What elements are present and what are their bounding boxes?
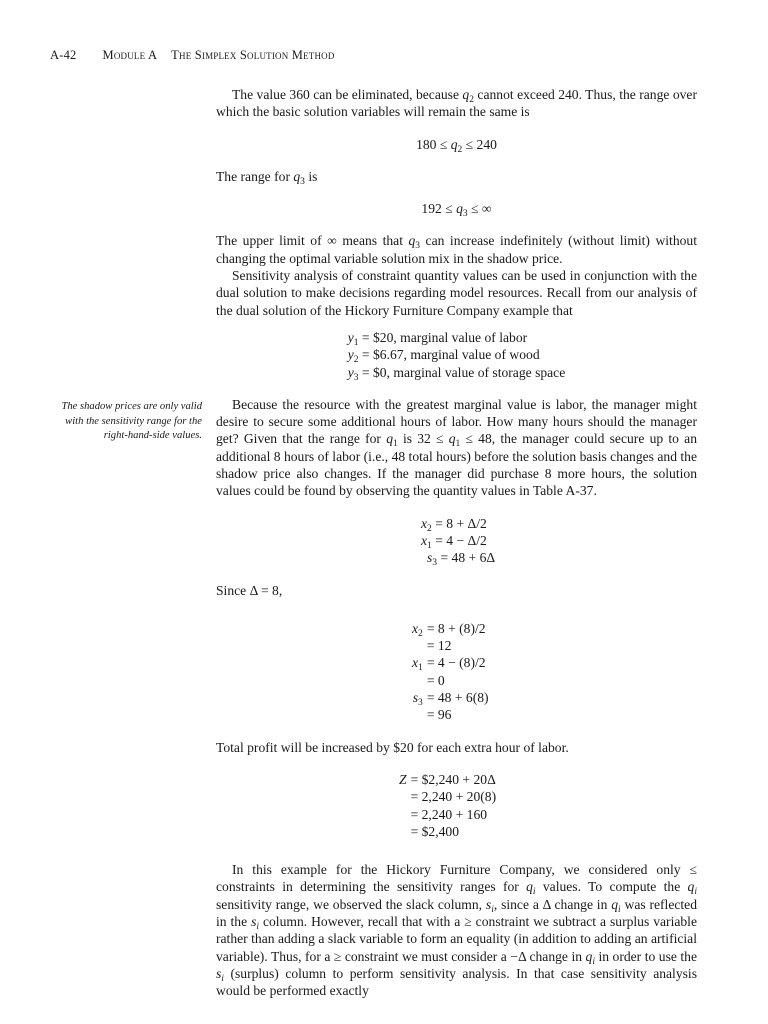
equation-range-q3: $192 \le q_3$ ≤ ∞	[421, 201, 492, 220]
paragraph-total-profit: Total profit will be increased by $20 for each extra hour of labor.	[216, 739, 569, 755]
equation-range-q2: $180 \le q_2 \le 240$	[416, 136, 497, 155]
paragraph-range-q2: The value 360 can be eliminated, because $q_2$ cannot exceed 240. Thus, the range over which the basic solution variables will remain the same is	[216, 87, 697, 120]
delta-equations: $x_2 = 8 + \Delta/2$ $x_1 = 4 - \Delta/2$ $s_3 = 48 + 6\Delta$	[421, 515, 496, 569]
paragraph-range-q3: The range for $q_3$ is	[216, 168, 318, 187]
dual-values-equations: $y_1$ = $20, marginal value of labor $y_2$ = $6.67, marginal value of wood $y_3$ = $0, marginal value of storage space	[347, 329, 566, 383]
computed-values: $x_2$ = 8 + (8)/2 = 12 $x_1$ = 4 − (8)/2 = 0 $s_3$ = 48 + 6(8) = 96	[412, 620, 489, 723]
paragraph-upper-limit: The upper limit of ∞ means that $q_3$ can increase indefinitely (without limit) without changing the optimal variable solution mix in the shadow price.	[216, 233, 697, 266]
since-delta: Since Δ = 8,	[216, 582, 283, 598]
paragraph-labor-analysis: Because the resource with the greatest marginal value is labor, the manager might desire to secure some additional hours of labor. How many hours should the manager get? Given that the range for $q_1$ is $32 \le q_1 \le 48$, the manager could secure up to an additional 8 hours of labor (i.e., 48 total hours) before the solution basis changes and the shadow price also changes. If the manager did purchase 8 more hours, the solution values could be found by observing the quantity values in Table A-37.	[216, 396, 697, 499]
margin-note: The shadow prices are only valid with the sensitivity range for the right-hand-side values.	[61, 401, 202, 441]
paragraph-sensitivity-dual: Sensitivity analysis of constraint quantity values can be used in conjunction with the dual solution to make decisions regarding model resources. Recall from our analysis of the dual solution of the Hickory Furniture Company example that	[216, 268, 697, 318]
chapter-title: The Simplex Solution Method	[171, 48, 335, 62]
page-number: A-42	[50, 48, 77, 62]
module-label: Module A	[102, 48, 158, 62]
paragraph-constraints-discussion: In this example for the Hickory Furniture Company, we considered only ≤ constraints in determining the sensitivity ranges for $q_i$ values. To compute the $q_i$ sensitivity range, we observed the slack column, $s_i$, since a Δ change in $q_i$ was reflected in the $s_i$ column. However, recall that with a ≥ constraint we subtract a surplus variable rather than adding a slack variable to form an equality (in addition to adding an artificial variable). Thus, for a ≥ constraint we must consider a −Δ change in $q_i$ in order to use the $s_i$ (surplus) column to perform sensitivity analysis. In that case sensitivity analysis would be performed exactly	[216, 862, 697, 999]
running-header	[50, 48, 335, 63]
profit-equations: Z = $2,240 + 20Δ = 2,240 + 20(8) = 2,240 + 160 = $2,400	[399, 771, 497, 839]
body-text	[216, 86, 697, 999]
